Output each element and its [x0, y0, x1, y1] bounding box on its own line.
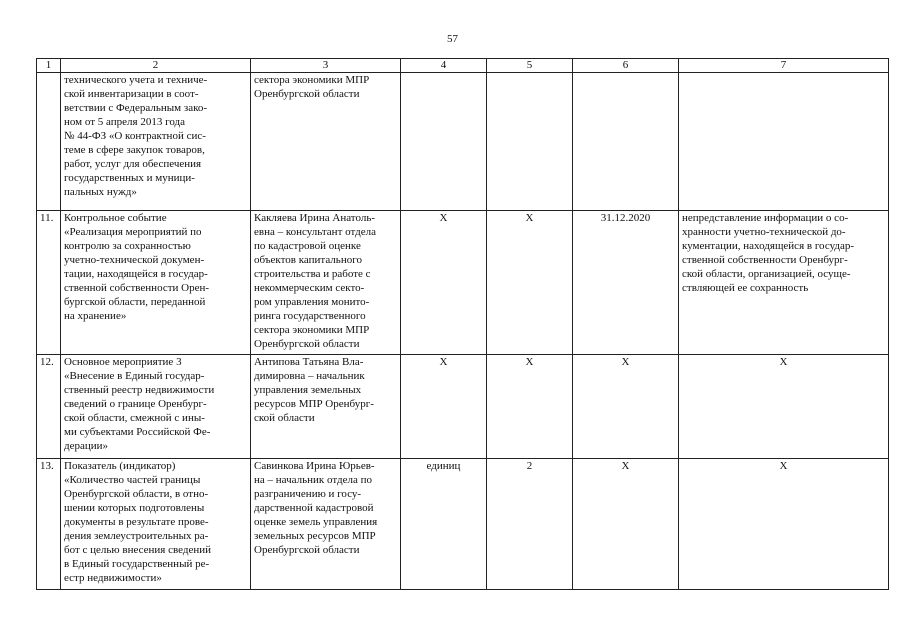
header-col-6: 6 — [573, 59, 679, 73]
row-col-4: Х — [401, 211, 487, 355]
document-table — [36, 58, 889, 590]
header-col-1: 1 — [37, 59, 61, 73]
row-col-6: Х — [573, 355, 679, 459]
row-col-7 — [679, 73, 889, 211]
header-col-3: 3 — [251, 59, 401, 73]
table-row — [37, 355, 889, 459]
row-col-5 — [487, 73, 573, 211]
header-col-5: 5 — [487, 59, 573, 73]
row-col-6 — [573, 73, 679, 211]
row-col-4: единиц — [401, 459, 487, 590]
row-description: технического учета и техниче- ской инвентаризации в соот- ветствии с Федеральным зако- ном от 5 апреля 2013 года № 44-ФЗ «О контрактной сис- теме в сфере закупок товаров, работ, услуг для обеспечения государственных и муници- пальных нужд» — [61, 73, 251, 211]
row-col-6: Х — [573, 459, 679, 590]
row-responsible: сектора экономики МПР Оренбургской области — [251, 73, 401, 211]
row-number: 11. — [37, 211, 61, 355]
row-col-5: Х — [487, 355, 573, 459]
row-description: Основное мероприятие 3 «Внесение в Единый государ- ственный реестр недвижимости сведений о границе Оренбург- ской области, смежной с ины- ми субъектами Российской Фе- дерации» — [61, 355, 251, 459]
row-responsible: Антипова Татьяна Вла- димировна – начальник управления земельных ресурсов МПР Оренбург- ской области — [251, 355, 401, 459]
row-responsible: Савинкова Ирина Юрьев- на – начальник отдела по разграничению и госу- дарственной кадастровой оценке земель управления земельных ресурсов МПР Оренбургской области — [251, 459, 401, 590]
page-number: 57 — [447, 33, 458, 45]
row-number — [37, 73, 61, 211]
table-row — [37, 73, 889, 211]
row-number: 12. — [37, 355, 61, 459]
row-description: Показатель (индикатор) «Количество частей границы Оренбургской области, в отно- шении которых подготовлены документы в результате прове- дения землеустроительных ра- бот с целью внесения сведений в Единый государственный ре- естр недвижимости» — [61, 459, 251, 590]
row-col-6: 31.12.2020 — [573, 211, 679, 355]
header-col-7: 7 — [679, 59, 889, 73]
row-col-4 — [401, 73, 487, 211]
table-row — [37, 459, 889, 590]
row-number: 13. — [37, 459, 61, 590]
row-responsible: Какляева Ирина Анатоль- евна – консультант отдела по кадастровой оценке объектов капитального строительства и работе с некоммерческим секто- ром управления монито- ринга государственного сектора экономики МПР Оренбургской области — [251, 211, 401, 355]
header-col-4: 4 — [401, 59, 487, 73]
table-header-row — [37, 59, 889, 73]
row-description: Контрольное событие «Реализация мероприятий по контролю за сохранностью учетно-технической докумен- тации, находящейся в государ- ственной собственности Орен- бургской области, переданной на хранение» — [61, 211, 251, 355]
row-col-5: 2 — [487, 459, 573, 590]
row-col-4: Х — [401, 355, 487, 459]
row-col-7: непредставление информации о со- хранности учетно-технической до- кументации, находящейся в государ- ственной собственности Оренбург- ской области, организацией, осуще- ствляющей ее сохранность — [679, 211, 889, 355]
row-col-5: Х — [487, 211, 573, 355]
row-col-7: Х — [679, 459, 889, 590]
header-col-2: 2 — [61, 59, 251, 73]
row-col-7: Х — [679, 355, 889, 459]
table-row — [37, 211, 889, 355]
